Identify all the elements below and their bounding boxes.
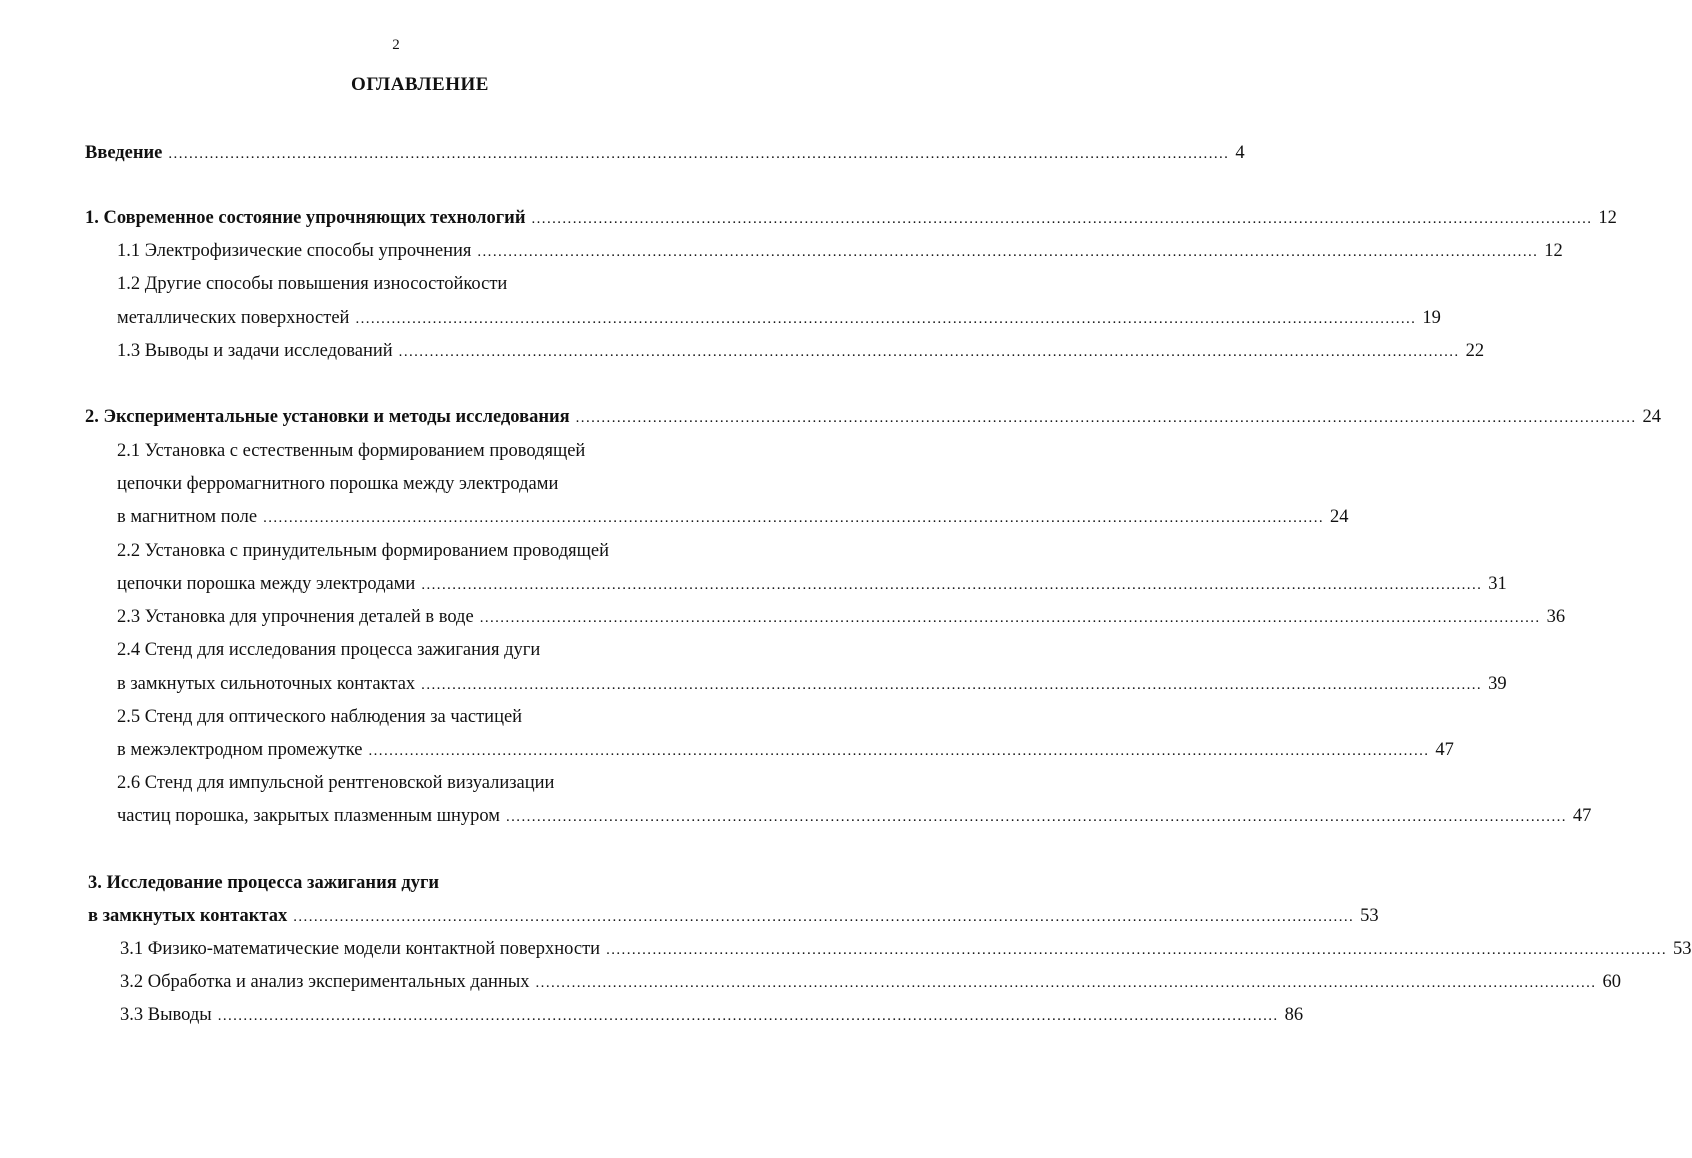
toc-entry-2-2-line1[interactable] [117,538,757,564]
toc-entry-2-1-line3[interactable] [117,504,1349,530]
toc-entry-chapter-3-line1[interactable] [88,870,760,896]
toc-entry-text: 3.1 Физико-математические модели контактной поверхности [120,939,601,959]
toc-entry-chapter-2[interactable] [85,404,1662,430]
dot-leader: .............................................................................................................................................................................................................. [217,1008,1279,1024]
toc-entry-3-2[interactable] [120,969,1621,995]
toc-entry-page: 53 [1673,939,1692,959]
toc-entry-page: 31 [1488,574,1507,594]
toc-entry-text: 1.2 Другие способы повышения износостойкости [117,274,508,294]
toc-entry-text: в межэлектродном промежутке [117,740,363,760]
toc-entry-text: Введение [85,143,163,163]
toc-entry-text: цепочки порошка между электродами [117,574,416,594]
toc-entry-text: в замкнутых контактах [88,906,288,926]
dot-leader: .............................................................................................................................................................................................................. [168,146,1230,162]
toc-entry-introduction[interactable] [85,140,1245,166]
dot-leader: .............................................................................................................................................................................................................. [398,344,1460,360]
toc-entry-text: 3. Исследование процесса зажигания дуги [88,873,440,893]
toc-entry-text: 2.6 Стенд для импульсной рентгеновской визуализации [117,773,555,793]
toc-entry-text: цепочки ферромагнитного порошка между электродами [117,474,559,494]
toc-entry-chapter-1[interactable] [85,205,1617,231]
dot-leader: .............................................................................................................................................................................................................. [477,244,1539,260]
toc-entry-text: 1. Современное состояние упрочняющих технологий [85,208,526,228]
toc-entry-page: 22 [1465,341,1485,361]
toc-entry-text: 1.1 Электрофизические способы упрочнения [117,241,472,261]
toc-entry-page: 86 [1284,1005,1304,1025]
dot-leader: .............................................................................................................................................................................................................. [606,942,1667,958]
dot-leader: .............................................................................................................................................................................................................. [355,311,1417,327]
toc-entry-text: в магнитном поле [117,507,258,527]
toc-entry-text: в замкнутых сильноточных контактах [117,674,416,694]
toc-entry-page: 12 [1544,241,1563,261]
toc-entry-text: 2.5 Стенд для оптического наблюдения за частицей [117,707,523,727]
dot-leader: .............................................................................................................................................................................................................. [263,510,1325,526]
toc-entry-page: 53 [1360,906,1379,926]
dot-leader: .............................................................................................................................................................................................................. [421,577,1483,593]
toc-entry-text: 2.4 Стенд для исследования процесса зажигания дуги [117,640,541,660]
dot-leader: .............................................................................................................................................................................................................. [293,909,1355,925]
toc-entry-text: 2.3 Установка для упрочнения деталей в воде [117,607,474,627]
toc-entry-text: 2.1 Установка с естественным формированием проводящей [117,441,586,461]
toc-entry-text: 2.2 Установка с принудительным формированием проводящей [117,541,609,561]
toc-entry-text: металлических поверхностей [117,308,350,328]
toc-entry-2-6-line2[interactable] [117,803,1592,829]
dot-leader: .............................................................................................................................................................................................................. [535,975,1597,991]
dot-leader: .............................................................................................................................................................................................................. [479,610,1541,626]
toc-entry-page: 24 [1330,507,1349,527]
page-title: ОГЛАВЛЕНИЕ [351,74,489,95]
page-number: 2 [392,37,400,53]
toc-entry-page: 39 [1488,674,1507,694]
toc-entry-page: 24 [1642,407,1662,427]
toc-entry-text: 3.3 Выводы [120,1005,212,1025]
dot-leader: .............................................................................................................................................................................................................. [368,743,1430,759]
toc-entry-page: 60 [1602,972,1621,992]
toc-entry-page: 12 [1598,208,1617,228]
dot-leader: .............................................................................................................................................................................................................. [575,410,1637,426]
toc-entry-1-1[interactable] [117,238,1563,264]
toc-entry-2-5-line2[interactable] [117,737,1454,763]
toc-entry-text: 3.2 Обработка и анализ экспериментальных данных [120,972,530,992]
toc-entry-1-2-line1[interactable] [117,271,757,297]
toc-entry-2-2-line2[interactable] [117,571,1507,597]
toc-entry-page: 47 [1435,740,1454,760]
toc-entry-2-3[interactable] [117,604,1566,630]
toc-entry-3-1[interactable] [120,936,1692,962]
toc-entry-page: 4 [1235,143,1245,163]
toc-entry-2-4-line1[interactable] [117,637,757,663]
toc-entry-text: частиц порошка, закрытых плазменным шнуром [117,806,500,826]
toc-entry-2-5-line1[interactable] [117,704,757,730]
dot-leader: .............................................................................................................................................................................................................. [506,809,1567,825]
toc-entry-1-2-line2[interactable] [117,305,1441,331]
toc-entry-text: 1.3 Выводы и задачи исследований [117,341,393,361]
toc-entry-1-3[interactable] [117,338,1485,364]
toc-entry-2-1-line2[interactable] [117,471,757,497]
dot-leader: .............................................................................................................................................................................................................. [531,211,1593,227]
toc-entry-2-6-line1[interactable] [117,770,757,796]
toc-entry-page: 19 [1422,308,1441,328]
toc-entry-text: 2. Экспериментальные установки и методы исследования [85,407,570,427]
toc-entry-3-3[interactable] [120,1002,1304,1028]
toc-entry-2-1-line1[interactable] [117,438,757,464]
toc-entry-2-4-line2[interactable] [117,671,1507,697]
toc-entry-chapter-3-line2[interactable] [88,903,1379,929]
toc-entry-page: 36 [1546,607,1566,627]
dot-leader: .............................................................................................................................................................................................................. [421,677,1483,693]
toc-entry-page: 47 [1572,806,1592,826]
